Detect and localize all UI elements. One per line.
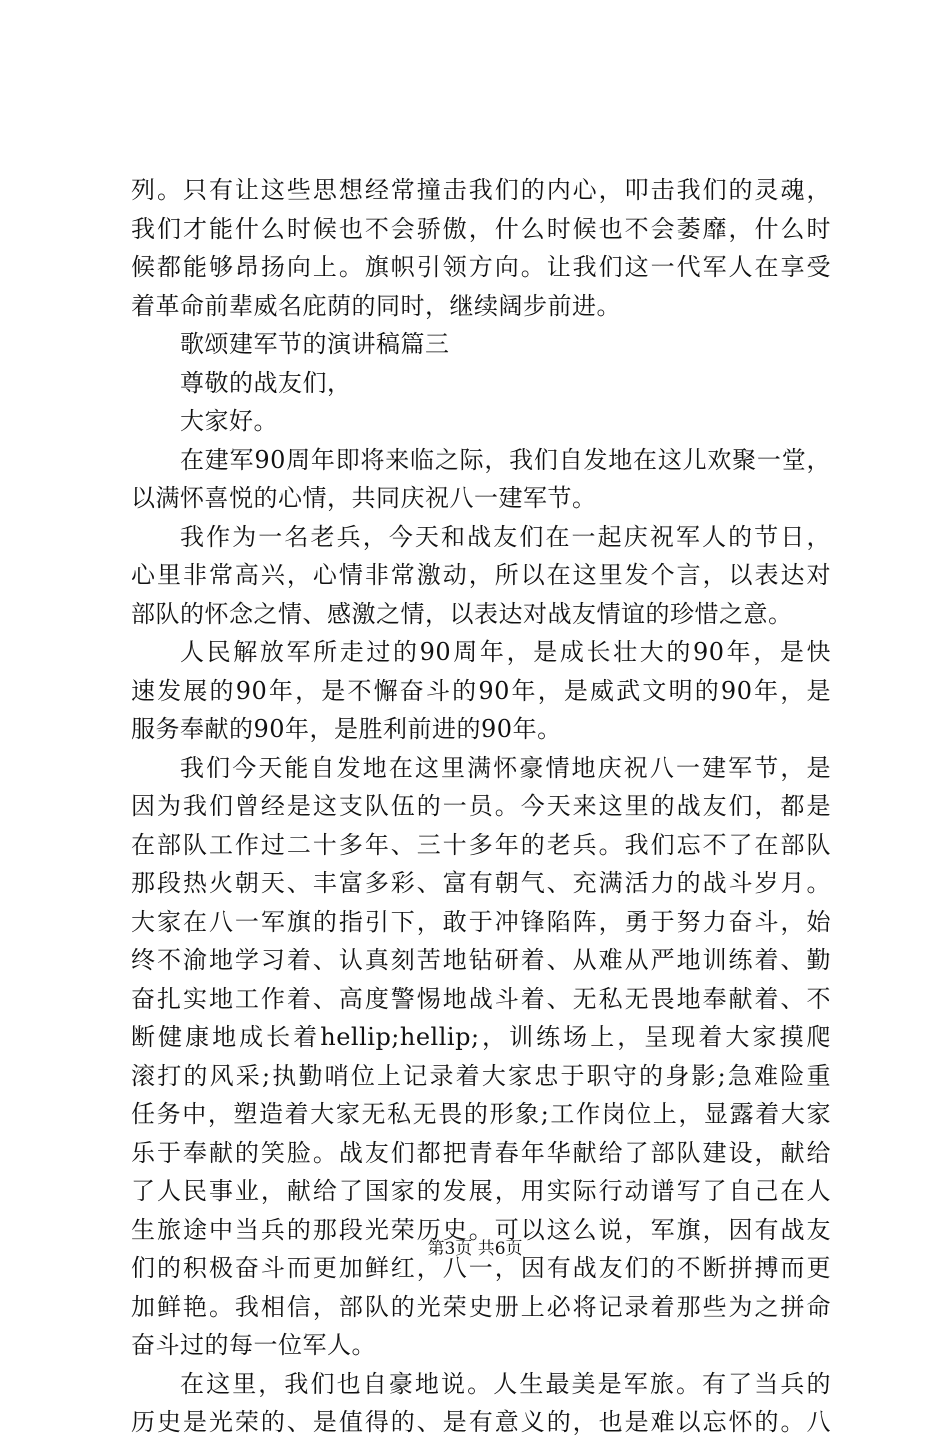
text-line: 部队的怀念之情、感激之情，以表达对战友情谊的珍惜之意。 <box>131 599 793 628</box>
text-line: 大家在八一军旗的指引下，敢于冲锋陷阵，勇于努力奋斗，始 <box>131 907 831 936</box>
text-line: 断健康地成长着hellip;hellip;，训练场上，呈现着大家摸爬 <box>131 1023 831 1051</box>
text-line: 终不渝地学习着、认真刻苦地钻研着、从难从严地训练着、勤 <box>131 946 831 974</box>
text-line: 人民解放军所走过的90周年，是成长壮大的90年，是快 <box>180 638 831 666</box>
text-line: 心里非常高兴，心情非常激动，所以在这里发个言，以表达对 <box>131 561 831 589</box>
text-line: 生旅途中当兵的那段光荣历史。可以这么说，军旗，因有战友 <box>131 1215 831 1244</box>
text-line: 了人民事业，献给了国家的发展，用实际行动谱写了自己在人 <box>131 1177 831 1205</box>
text-line: 任务中，塑造着大家无私无畏的形象;工作岗位上，显露着大家 <box>131 1100 831 1128</box>
text-line: 服务奉献的90年，是胜利前进的90年。 <box>131 715 562 743</box>
text-line: 滚打的风采;执勤哨位上记录着大家忠于职守的身影;急难险重 <box>131 1061 831 1090</box>
text-line: 大家好。 <box>180 407 278 435</box>
text-line: 们的积极奋斗而更加鲜红，八一，因有战友们的不断拼搏而更 <box>131 1254 831 1282</box>
text-line: 列。只有让这些思想经常撞击我们的内心，叩击我们的灵魂， <box>131 176 831 204</box>
text-line: 候都能够昂扬向上。旗帜引领方向。让我们这一代军人在享受 <box>131 253 831 281</box>
text-line: 尊敬的战友们， <box>180 368 352 397</box>
text-line: 速发展的90年，是不懈奋斗的90年，是威武文明的90年，是 <box>131 676 831 705</box>
text-line: 以满怀喜悦的心情，共同庆祝八一建军节。 <box>131 484 597 512</box>
text-line: 历史是光荣的、是值得的、是有意义的，也是难以忘怀的。八 <box>131 1408 831 1436</box>
text-line: 我作为一名老兵，今天和战友们在一起庆祝军人的节日， <box>180 522 831 551</box>
text-line: 在这里，我们也自豪地说。人生最美是军旅。有了当兵的 <box>180 1369 831 1398</box>
text-line: 我们才能什么时候也不会骄傲，什么时候也不会萎靡，什么时 <box>131 214 831 243</box>
text-line: 我们今天能自发地在这里满怀豪情地庆祝八一建军节，是 <box>180 753 831 782</box>
text-line: 那段热火朝天、丰富多彩、富有朝气、充满活力的战斗岁月。 <box>131 869 831 897</box>
page-footer: 第3页 共6页 <box>427 1239 523 1259</box>
text-line: 奋斗过的每一位军人。 <box>131 1331 376 1359</box>
text-line: 乐于奉献的笑脸。战友们都把青春年华献给了部队建设，献给 <box>131 1138 831 1167</box>
text-line: 因为我们曾经是这支队伍的一员。今天来这里的战友们，都是 <box>131 792 831 820</box>
text-line: 歌颂建军节的演讲稿篇三 <box>180 330 450 358</box>
text-line: 在建军90周年即将来临之际，我们自发地在这儿欢聚一堂， <box>180 445 831 474</box>
text-line: 奋扎实地工作着、高度警惕地战斗着、无私无畏地奉献着、不 <box>131 984 831 1013</box>
text-line: 加鲜艳。我相信，部队的光荣史册上必将记录着那些为之拼命 <box>131 1292 831 1321</box>
text-line: 着革命前辈威名庇荫的同时，继续阔步前进。 <box>131 291 621 320</box>
text-line: 在部队工作过二十多年、三十多年的老兵。我们忘不了在部队 <box>131 830 831 859</box>
